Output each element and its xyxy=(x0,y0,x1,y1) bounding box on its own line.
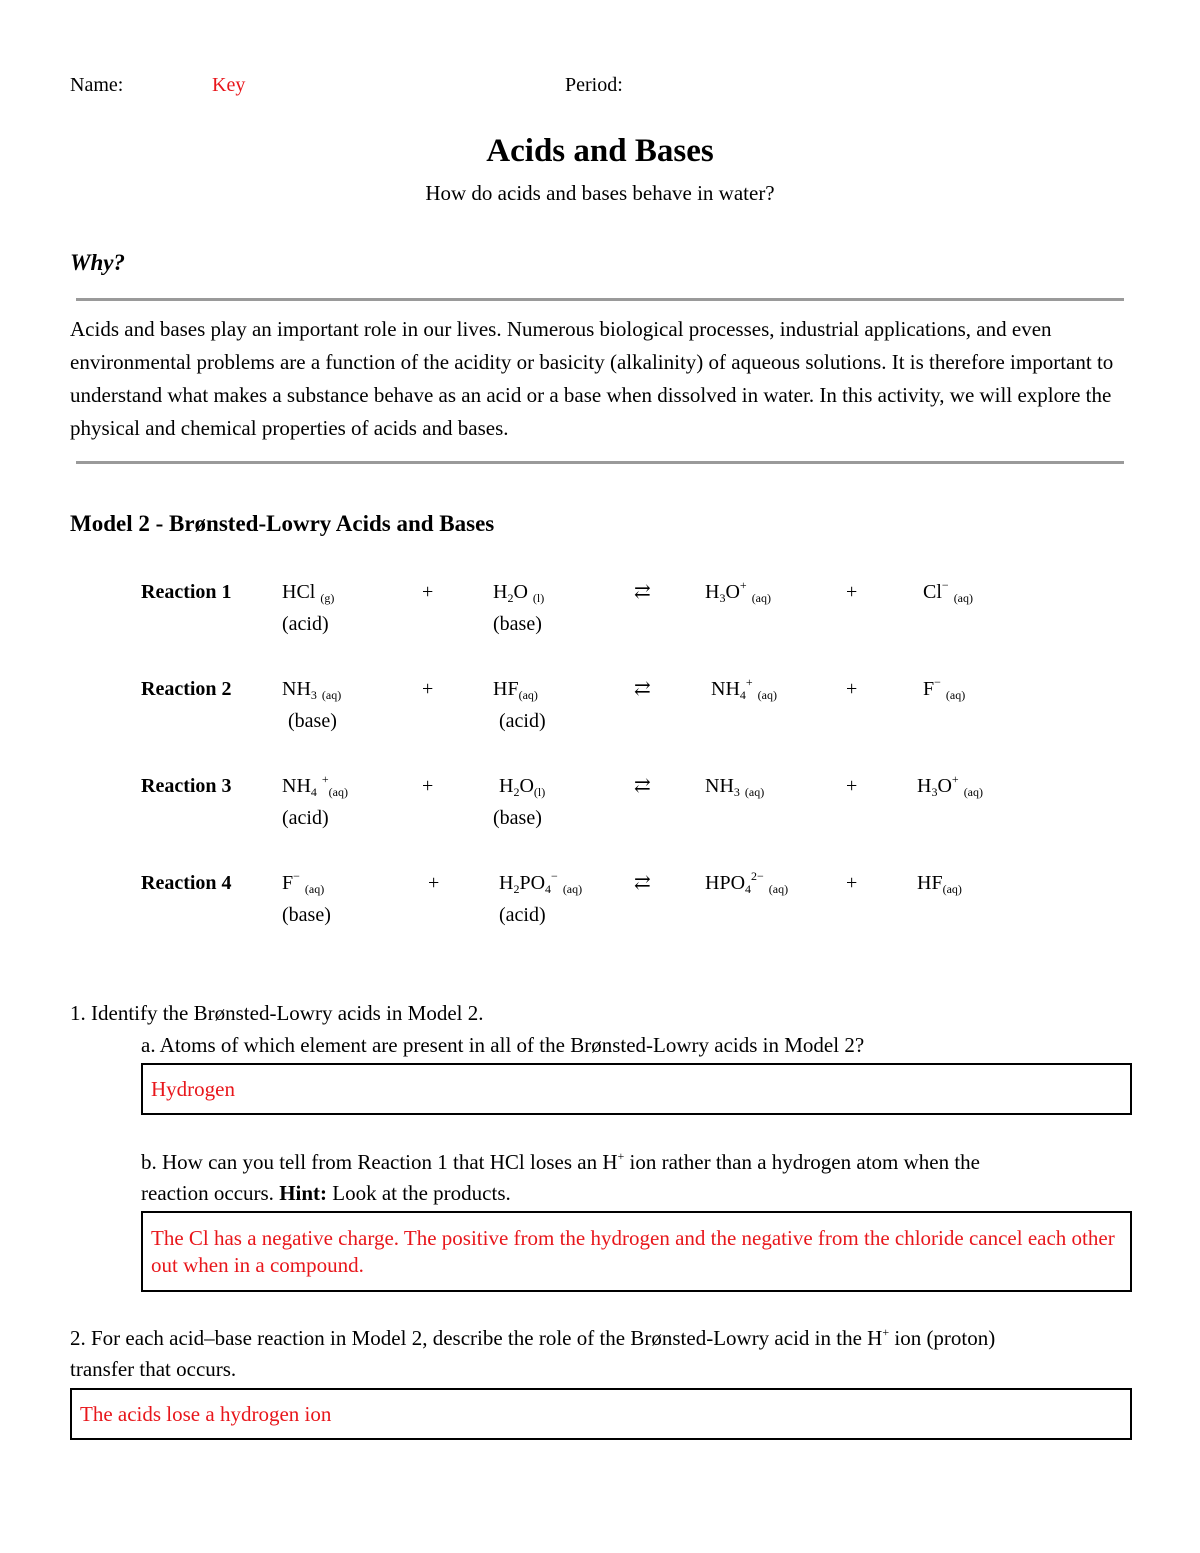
product-1: $HPO_4^{2-}$ $_{(aq)}$ xyxy=(705,869,789,896)
why-heading: Why? xyxy=(70,250,125,275)
plus-sign: + xyxy=(846,872,858,894)
question-1: 1. Identify the Brønsted-Lowry acids in Model 2. xyxy=(70,1001,484,1025)
question-2-line2: transfer that occurs. xyxy=(70,1357,237,1381)
reactant-1-role: (base) xyxy=(282,904,331,926)
reactant-2-role: (acid) xyxy=(499,904,546,926)
product-1: $H_3O^+$ $_{(aq)}$ xyxy=(705,578,772,605)
plus-sign: + xyxy=(422,775,434,797)
period-label: Period: xyxy=(565,74,623,96)
reactant-2-role: (base) xyxy=(493,807,542,829)
reactant-2: $H_2PO_4^-$ $_{(aq)}$ xyxy=(499,869,583,896)
answer-box-1a[interactable] xyxy=(141,1063,1132,1115)
reaction-label: Reaction 4 xyxy=(141,872,232,894)
answer-text: The Cl has a negative charge. The positive from the hydrogen and the negative from the chloride cancel each other out when in a compound. xyxy=(151,1226,1115,1277)
state: (g) xyxy=(320,591,335,605)
page-title: Acids and Bases xyxy=(486,133,714,169)
bottom-divider xyxy=(76,461,1124,464)
answer-text: Hydrogen xyxy=(151,1077,235,1101)
equilibrium-arrow: ⇄ xyxy=(634,872,651,894)
product-2: $HF_{(aq)}$ xyxy=(917,872,962,896)
product-2: Cl− $_{(aq)}$ xyxy=(923,578,974,605)
top-divider xyxy=(76,298,1124,301)
plus-sign: + xyxy=(422,678,434,700)
name-label: Name: xyxy=(70,74,124,96)
reactant-2: $H_2O$ $_{(l)}$ xyxy=(493,581,545,605)
intro-paragraph: Acids and bases play an important role in our lives. Numerous biological processes, industrial applications, and even environmental problems are a function of the acidity or basicity (alkalinity) of aqueous solutions. It is therefore important to understand what makes a substance behave as an acid or a base when dissolved in water. In this activity, we will explore the physical and chemical properties of acids and bases. xyxy=(70,317,1114,440)
reactant-2: $HF_{(aq)}$ xyxy=(493,678,538,702)
reactant-1: $NH_4$ +$_{(aq)}$ xyxy=(282,772,348,799)
equilibrium-arrow: ⇄ xyxy=(634,678,651,700)
reactant-1-role: (acid) xyxy=(282,807,329,829)
reactant-1: $NH_3$ $_{(aq)}$ xyxy=(282,678,342,702)
reactant-2-role: (acid) xyxy=(499,710,546,732)
product-2: F− $_{(aq)}$ xyxy=(923,675,966,702)
reactant-1: F− $_{(aq)}$ xyxy=(282,869,325,896)
plus-sign: + xyxy=(422,581,434,603)
plus-sign: + xyxy=(428,872,440,894)
reaction-label: Reaction 3 xyxy=(141,775,232,797)
reactant-2-role: (base) xyxy=(493,613,542,635)
answer-box-2[interactable] xyxy=(70,1388,1132,1440)
plus-sign: + xyxy=(846,678,858,700)
model-heading: Model 2 - Brønsted-Lowry Acids and Bases xyxy=(70,511,495,536)
equilibrium-arrow: ⇄ xyxy=(634,775,651,797)
product-1: $NH_3$ $_{(aq)}$ xyxy=(705,775,765,799)
reaction-label: Reaction 1 xyxy=(141,581,232,603)
reactant-1: HCl $_{(g)}$ xyxy=(282,581,335,605)
plus-sign: + xyxy=(846,581,858,603)
question-1b: b. How can you tell from Reaction 1 that HCl loses an H+ ion rather than a hydrogen atom when the xyxy=(141,1149,980,1174)
question-1a: a. Atoms of which element are present in all of the Brønsted-Lowry acids in Model 2? xyxy=(141,1033,865,1057)
reactant-2: $H_2O_{(l)}$ xyxy=(499,775,546,799)
equilibrium-arrow: ⇄ xyxy=(634,581,651,603)
reaction-label: Reaction 2 xyxy=(141,678,232,700)
plus-sign: + xyxy=(846,775,858,797)
answer-box-1b[interactable] xyxy=(141,1211,1132,1292)
question-1b-line2: reaction occurs. Hint: Look at the products. xyxy=(141,1181,511,1205)
product-2: $H_3O^+$ $_{(aq)}$ xyxy=(917,772,984,799)
hint-label: Hint: xyxy=(279,1181,328,1205)
page-subtitle: How do acids and bases behave in water? xyxy=(425,181,775,205)
name-value: Key xyxy=(212,74,246,96)
question-2: 2. For each acid–base reaction in Model 2, describe the role of the Brønsted-Lowry acid in the H+ ion (proton) xyxy=(70,1325,996,1350)
reactant-1-role: (base) xyxy=(288,710,337,732)
product-1: $NH_4^+$ $_{(aq)}$ xyxy=(711,675,777,702)
reactant-1-role: (acid) xyxy=(282,613,329,635)
answer-text: The acids lose a hydrogen ion xyxy=(80,1402,332,1426)
